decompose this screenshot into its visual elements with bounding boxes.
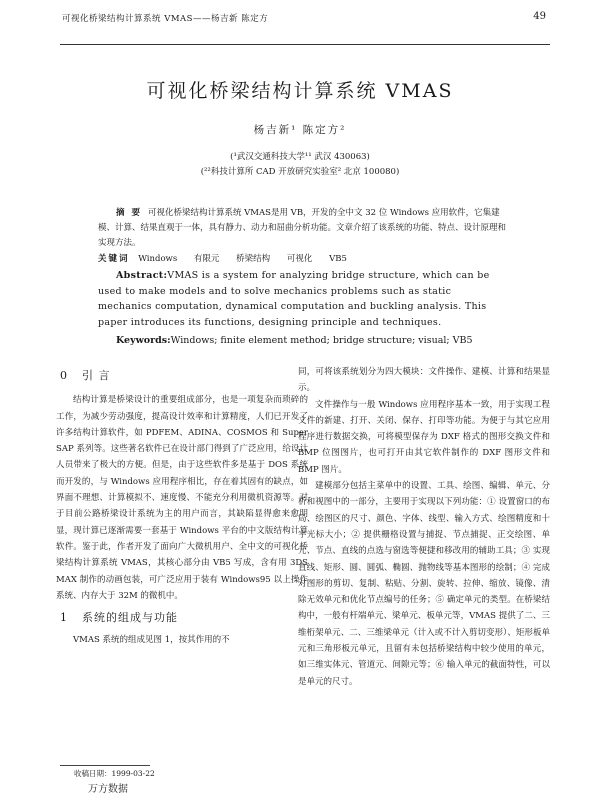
keyword-cn: 有限元 [193, 254, 220, 264]
section-0-number: 0 [60, 369, 68, 382]
keywords-en-text: Windows; finite element method; bridge structure; visual; VB5 [170, 335, 473, 346]
keywords-en-label: Keywords: [116, 335, 171, 346]
paper-title: 可视化桥梁结构计算系统 VMAS [146, 80, 454, 102]
right-paragraph: 建模部分包括主菜单中的设置、工具、绘图、编辑、单元、分析和视图中的一部分，主要用于实现以下列功能：① 设置窗口的布局、绘图区的尺寸、颜色、字体、线型、输入方式、绘图精度和十字光标大小；② 提供栅格设置与捕捉、节点捕捉、正交绘图、单元、节点、直线的点选与窗选等便捷和移改用的辅助工具；③ 实现直线、矩形、圆、圆弧、椭圆、抛物线等基本图形的绘制；④ 完成对图形的剪切、复制、粘贴、分割、旋转、拉伸、缩放、镜像、清除无效单元和优化节点编号的任务；⑤ 确定单元的类型。在桥梁结构中，一般有杆端单元、梁单元、板单元等，VMAS 提供了二、三维桁架单元、二、三维梁单元（计入或不计入剪切变形）、矩形板单元和三角形板元单元，且留有未包括桥梁结构中较少使用的单元，如三维实体元、管道元、间隙元等；⑥ 输入单元的截面特性，可以是单元的尺寸。 [298, 481, 550, 687]
section-1-heading [60, 610, 308, 626]
page-number: 49 [533, 11, 546, 22]
affiliation-2: (²²科技计算所 CAD 开放研究实验室² 北京 100080) [200, 167, 400, 177]
left-column [56, 368, 308, 649]
abstract-chinese [98, 206, 506, 251]
keywords-chinese [98, 252, 506, 267]
section-0-title: 引 言 [82, 369, 111, 382]
keyword-cn: 桥梁结构 [236, 254, 271, 264]
abstract-english [98, 268, 506, 330]
section-1-title: 系统的组成与功能 [82, 611, 178, 625]
keyword-cn: VB5 [329, 254, 347, 264]
keyword-cn: Windows [138, 254, 178, 264]
keywords-english [98, 333, 506, 348]
authors: 杨吉新¹ 陈定方² [253, 124, 347, 136]
section-1-number: 1 [60, 611, 68, 625]
watermark: 万方数据 [88, 784, 128, 795]
header-rule [60, 24, 550, 45]
affiliation-1: (¹武汉交通科技大学¹¹ 武汉 430063) [230, 152, 370, 162]
right-paragraph: 文件操作与一般 Windows 应用程序基本一致，用于实现工程文件的新建、打开、关闭、保存、打印等功能。为便于与其它应用程序进行数据交换，可将模型保存为 DXF 格式的图形交换文件和 BMP 位图图片，也可打开由其它软件制作的 DXF 图形文件和 BMP 图片。 [298, 399, 550, 475]
running-head: 可视化桥梁结构计算系统 VMAS——杨吉新 陈定方 [62, 14, 269, 24]
right-column [298, 364, 550, 690]
abstract-en-label: Abstract: [116, 270, 168, 281]
abstract-en-text: VMAS is a system for analyzing bridge structure, which can be used to make models and to solve mechanics problems such as static mechanics computation, dynamical computation and buckling analysis. This paper introduces its functions, designing principle and techniques. [98, 270, 490, 328]
abstract-cn-label: 摘 要 [116, 208, 142, 218]
footnote-rule [60, 765, 150, 766]
section-0-heading [60, 368, 308, 384]
right-paragraph: 同，可将该系统划分为四大模块：文件操作、建模、计算和结果显示。 [298, 367, 550, 394]
section-1-paragraph: VMAS 系统的组成见图 1，按其作用的不 [73, 635, 230, 646]
abstract-cn-text: 可视化桥梁结构计算系统 VMAS是用 VB，开发的全中文 32 位 Windows 应用软件，它集建模、计算、结果直观于一体，具有静力、动力和屈曲分析功能。文章介绍了该系统的功能、特点、设计原理和实现方法。 [98, 208, 507, 248]
footnote-received-date: 收稿日期：1999-03-22 [74, 769, 155, 778]
keyword-cn: 可视化 [286, 254, 313, 264]
keywords-cn-label: 关键词 [98, 254, 130, 264]
section-0-paragraph: 结构计算是桥梁设计的重要组成部分，也是一项复杂而琐碎的工作，为减少劳动强度，提高设计效率和计算精度，人们已开发了许多结构计算软件，如 PDFEM、ADINA、COSMOS 和 Super SAP 系列等。这些著名软件已在设计部门得到了广泛应用，给设计人员带来了极大的方便。但是，由于这些软件多是基于 DOS 系统而开发的，与 Windows 应用程序相比，存在着其固有的缺点，如界面不理想、计算模拟不、速度慢、不能充分利用微机资源等。对于目前公路桥梁设计系统为主的用户而言，其缺陷显得愈来愈明显，现计算已逐渐需要一套基于 Windows 平台的中文版结构计算软件。鉴于此，作者开发了面向广大微机用户、全中文的可视化桥梁结构计算系统 VMAS，其核心部分由 VB5 写成，含有用 3DS MAX 制作的动画包装，可广泛应用于装有 Windows95 以上操作系统、内存大于 32M 的微机中。 [56, 395, 308, 601]
